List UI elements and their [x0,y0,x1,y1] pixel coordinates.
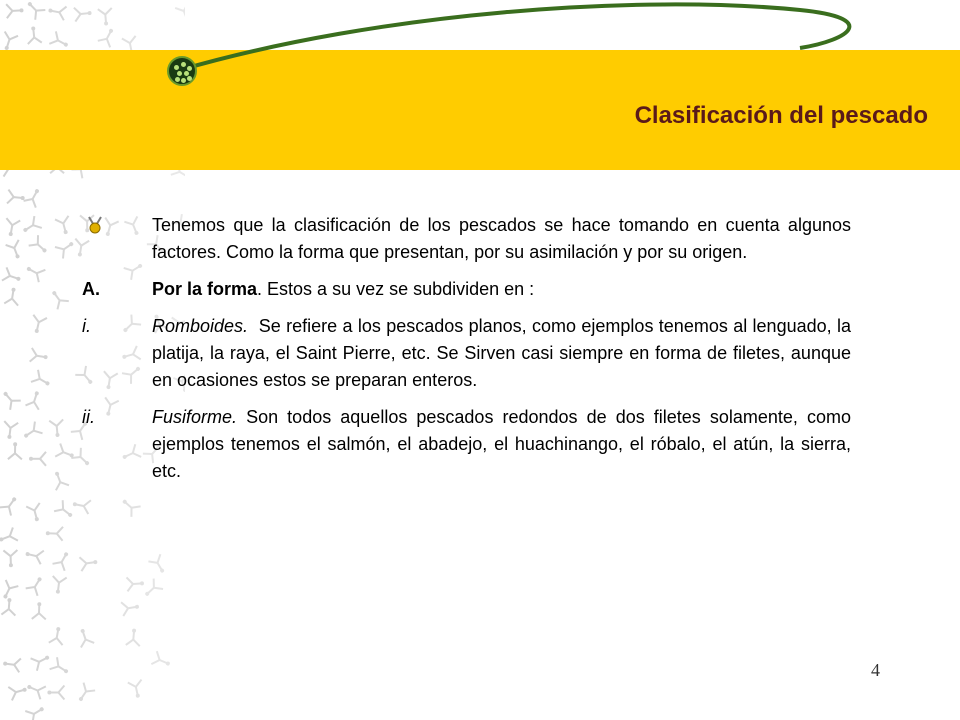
section-a-heading: Por la forma [152,279,258,299]
item-text: Se refiere a los pescados planos, como ejemplos tenemos al lenguado, la platija, la raya, el Saint Pierre, etc. Se Sirven casi siempre en forma de filetes, aunque en ocasiones estos se preparan enteros. [152,316,857,390]
molecule-bullet-icon [84,214,106,236]
item-marker: ii. [82,407,95,427]
green-dots-badge-icon [167,56,197,86]
item-text: Son todos aquellos pescados redondos de dos filetes solamente, como ejemplos tenemos el salmón, el abadejo, el huachinango, el róbalo, el atún, la sierra, etc. [152,407,857,481]
section-a-text: . Estos a su vez se subdividen en : [257,279,535,299]
page-number: 4 [871,660,880,680]
item-term: Romboides. [152,316,249,336]
intro-paragraph [82,212,851,266]
intro-text: Tenemos que la clasificación de los pescados se hace tomando en cuenta algunos factores. Como la forma que presentan, por su asimilación y por su origen. [152,215,851,262]
list-item [82,313,857,394]
slide-title: Clasificación del pescado [634,102,928,129]
item-marker: i. [82,316,91,336]
slide-content [82,212,857,495]
list-item [82,404,857,485]
item-term: Fusiforme. [152,407,238,427]
section-a-marker: A. [82,279,100,299]
section-a [82,276,851,303]
